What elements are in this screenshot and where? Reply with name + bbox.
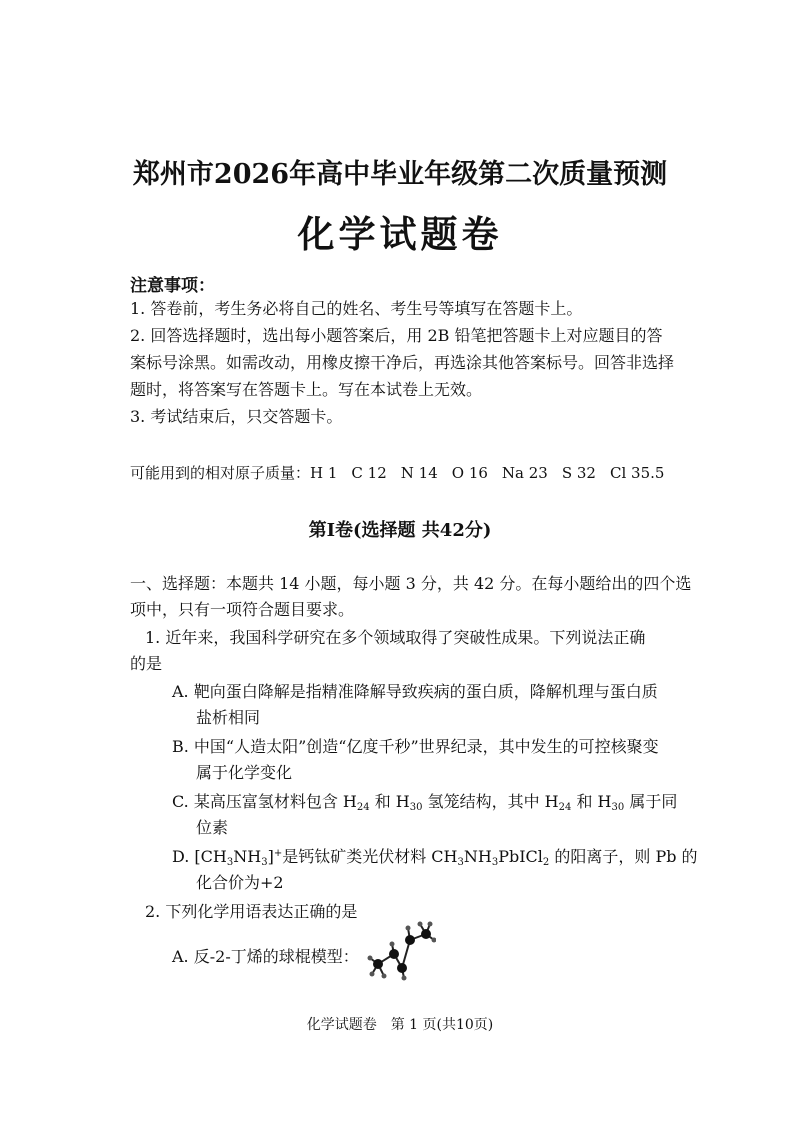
q1-d-text: ] [267, 847, 274, 866]
section-instructions-1: 一、选择题：本题共 14 小题，每小题 3 分，共 42 分。在每小题给出的四个选 [130, 574, 692, 593]
q1-stem: 1. 近年来，我国科学研究在多个领域取得了突破性成果。下列说法正确 [145, 628, 646, 647]
q1-c-text: 属于同 [624, 792, 678, 811]
q1-c-text: 和 H [571, 792, 612, 811]
exam-title: 郑州市2026年高中毕业年级第二次质量预测 [132, 159, 668, 190]
section-instructions-2: 项中，只有一项符合题目要求。 [130, 600, 355, 619]
mass-n: N 14 [400, 464, 438, 482]
q1-d-text: NH [463, 847, 492, 866]
q1-c-sub: 30 [409, 802, 423, 813]
q1-option-c [172, 791, 677, 813]
q1-d-text: 是钙钛矿类光伏材料 CH [282, 847, 458, 866]
mass-h: H 1 [310, 464, 338, 482]
q1-d-sub: 3 [457, 857, 464, 868]
q1-option-b: B. 中国“人造太阳”创造“亿度千秒”世界纪录，其中发生的可控核聚变 [172, 737, 659, 756]
q1-option-d [172, 846, 698, 868]
exam-subject-title: 化学试题卷 [297, 212, 503, 256]
ball-and-stick-model-image [364, 918, 436, 982]
q1-option-d-cont: 化合价为+2 [196, 873, 284, 892]
q1-c-sub: 24 [558, 802, 572, 813]
q1-d-sub: 3 [261, 857, 268, 868]
q1-d-sub: 3 [226, 857, 234, 868]
atomic-masses-label: 可能用到的相对原子质量： [130, 464, 311, 482]
q1-option-b-cont: 属于化学变化 [196, 763, 293, 782]
q2-option-a: A. 反-2-丁烯的球棍模型： [172, 947, 359, 966]
mass-na: Na 23 [501, 464, 548, 482]
q2-stem: 2. 下列化学用语表达正确的是 [145, 902, 358, 921]
q1-c-sub: 24 [356, 802, 370, 813]
q1-d-sup: + [273, 848, 283, 859]
mass-s: S 32 [561, 464, 596, 482]
mass-c: C 12 [351, 464, 387, 482]
q1-d-text: D. [CH [172, 847, 227, 866]
notice-item-2-cont: 案标号涂黑。如需改动，用橡皮擦干净后，再选涂其他答案标号。回答非选择 [130, 353, 675, 372]
q1-c-sub: 30 [611, 802, 625, 813]
section-title: 第Ⅰ卷(选择题 共42分) [308, 520, 492, 541]
q1-c-text: 和 H [369, 792, 410, 811]
q1-d-sub: 3 [491, 857, 499, 868]
q1-d-text: PbICl [498, 847, 543, 866]
q1-option-c-cont: 位素 [196, 818, 229, 837]
notice-item-2-cont2: 题时，将答案写在答题卡上。写在本试卷上无效。 [130, 380, 483, 399]
q1-d-text: NH [233, 847, 262, 866]
atomic-masses [130, 462, 664, 483]
notice-item-2: 2. 回答选择题时，选出每小题答案后，用 2B 铅笔把答题卡上对应题目的答 [130, 326, 663, 345]
q1-c-text: 氢笼结构，其中 H [422, 792, 559, 811]
notice-item-1: 1. 答卷前，考生务必将自己的姓名、考生号等填写在答题卡上。 [130, 299, 583, 318]
mass-o: O 16 [451, 464, 488, 482]
mass-cl: Cl 35.5 [609, 464, 665, 482]
q1-c-text: C. 某高压富氢材料包含 H [172, 792, 357, 811]
q1-stem-cont: 的是 [130, 654, 163, 673]
notice-item-3: 3. 考试结束后，只交答题卡。 [130, 407, 343, 426]
q1-option-a-cont: 盐析相同 [196, 708, 261, 727]
notice-heading: 注意事项： [130, 276, 215, 296]
q1-option-a: A. 靶向蛋白降解是指精准降解导致疾病的蛋白质，降解机理与蛋白质 [172, 682, 658, 701]
q1-d-sub: 2 [542, 857, 550, 868]
q1-d-text: 的阳离子，则 Pb 的 [549, 847, 698, 866]
page-footer: 化学试题卷 第 1 页(共10页) [306, 1017, 494, 1033]
